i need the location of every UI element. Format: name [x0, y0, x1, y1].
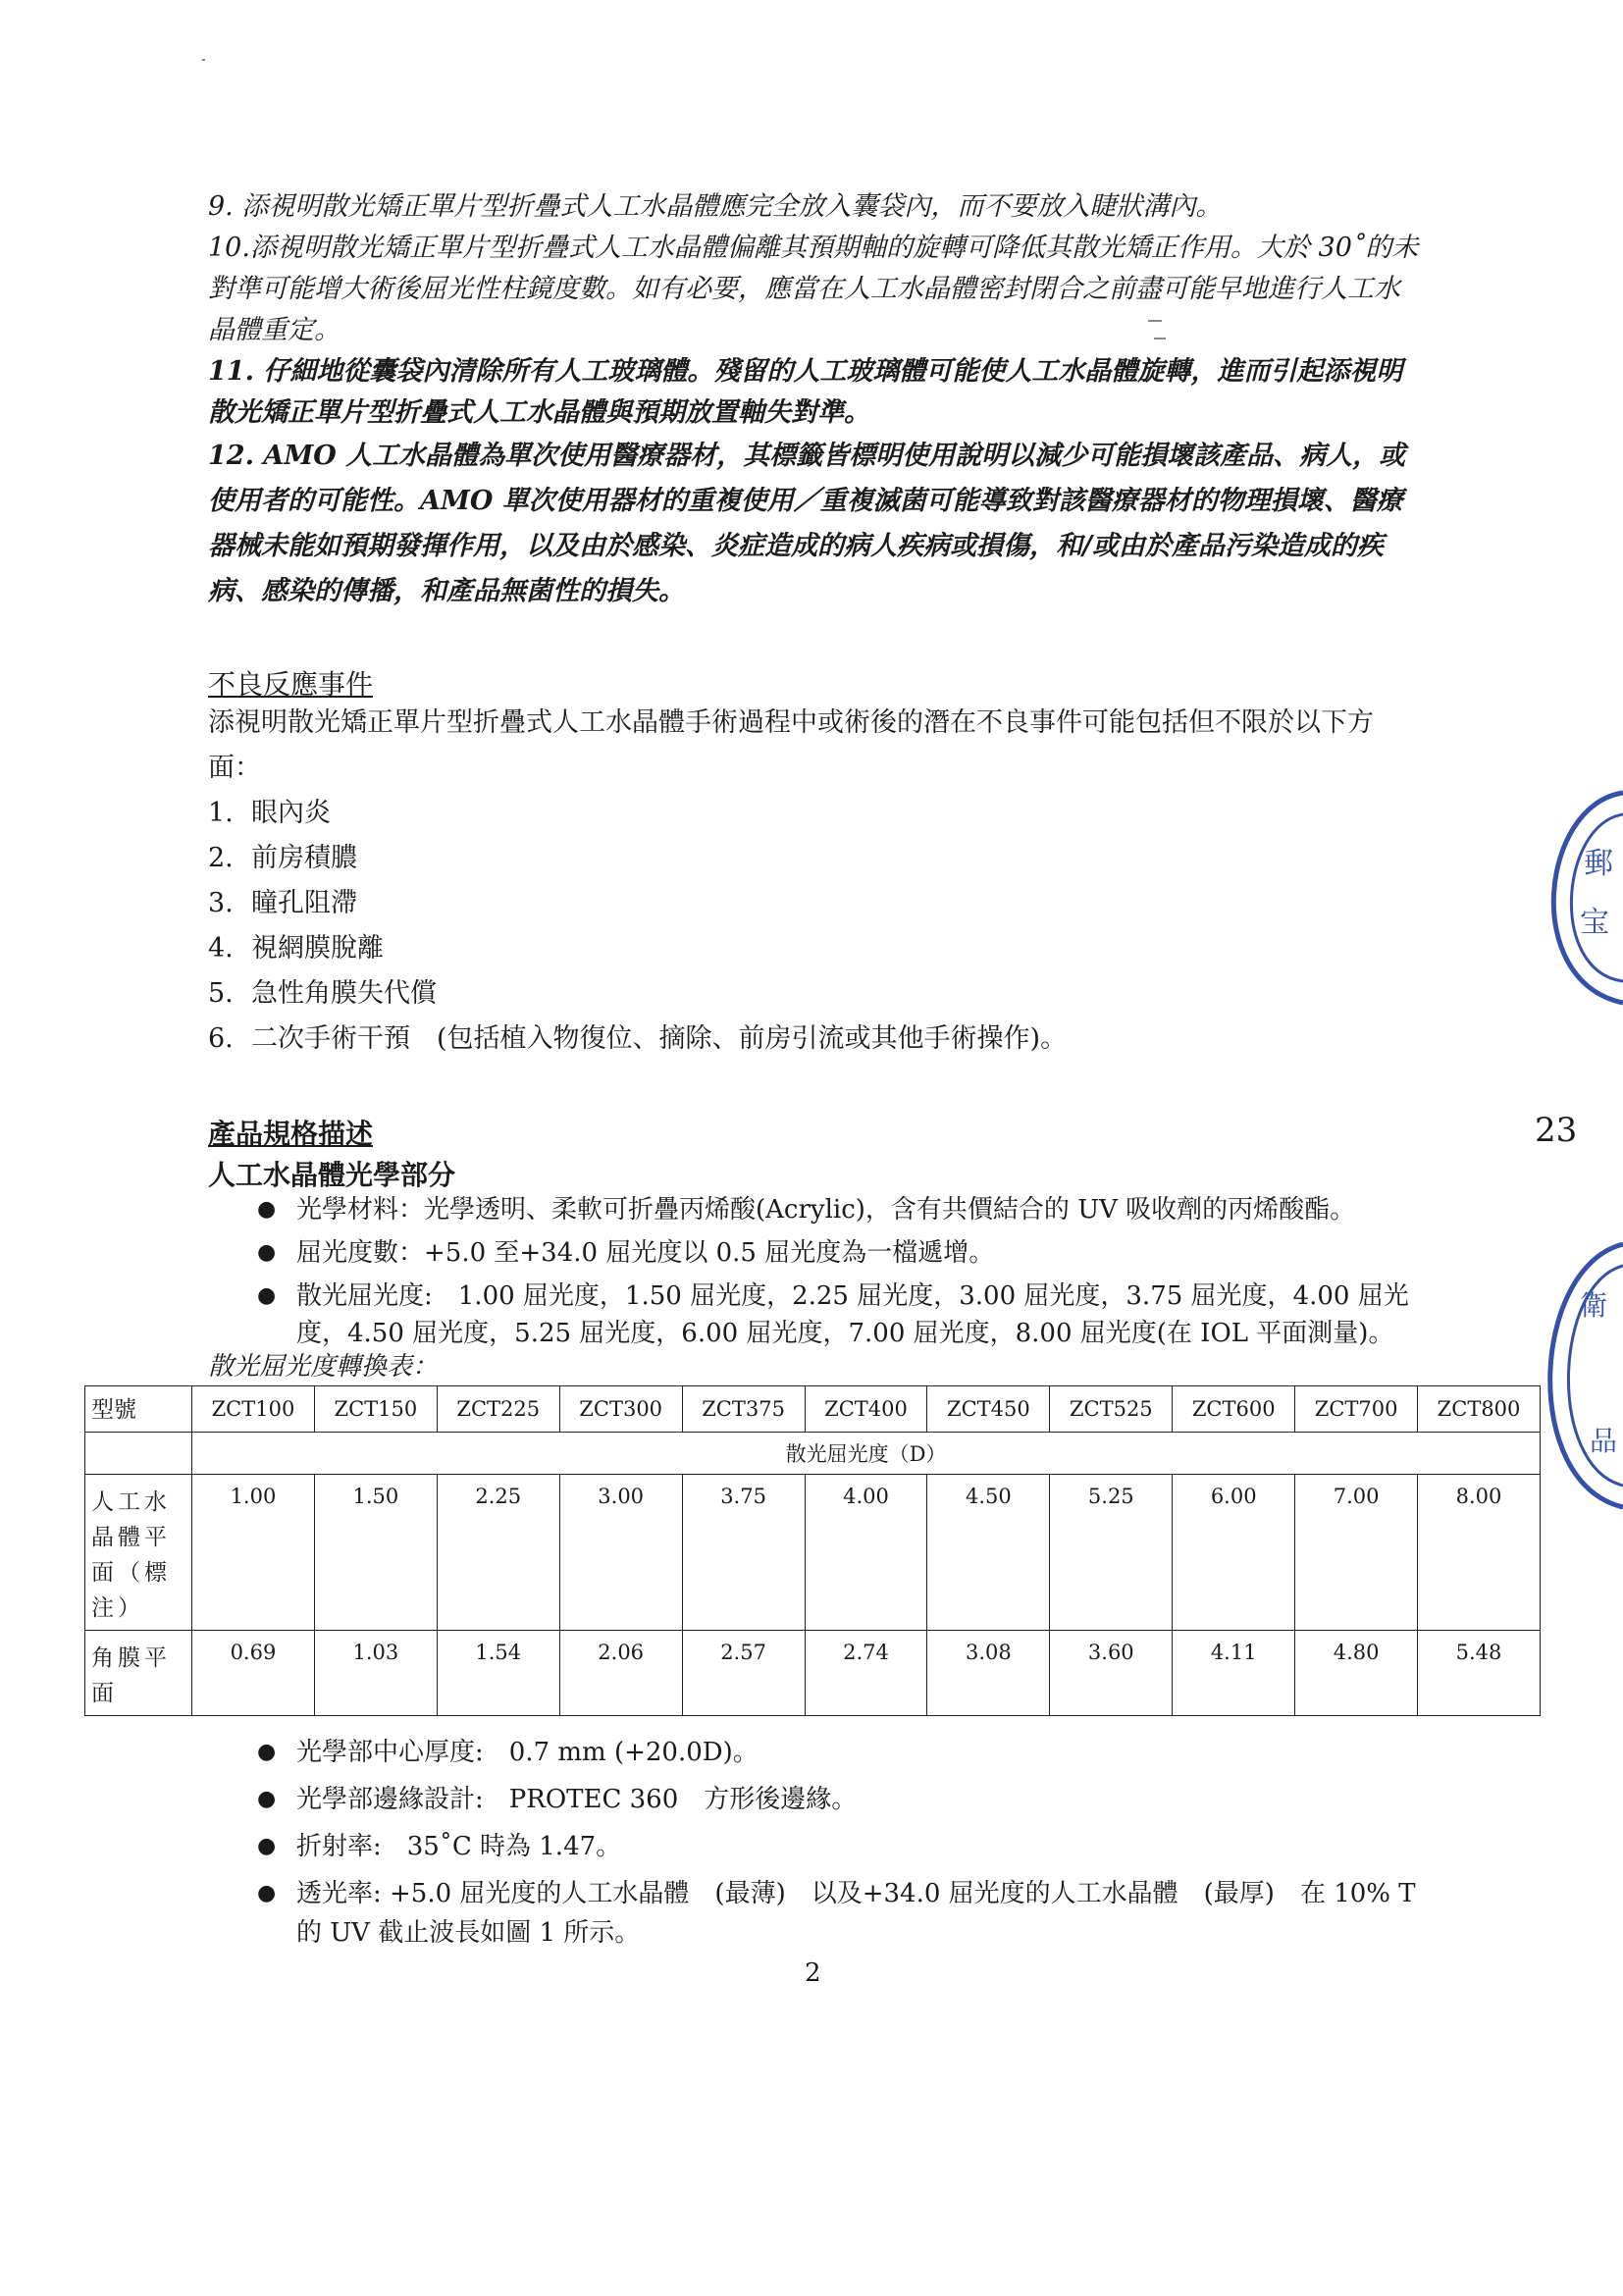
list-item	[257, 1827, 1435, 1866]
table-cell: 1.03	[314, 1631, 437, 1716]
table-cell: 7.00	[1295, 1475, 1418, 1631]
table-row	[85, 1433, 1541, 1475]
svg-text:品: 品	[1590, 1425, 1618, 1457]
adverse-events-intro: 添視明散光矯正單片型折疊式人工水晶體手術過程中或術後的潛在不良事件可能包括但不限於以下方面：	[208, 707, 1374, 783]
list-number: 5.	[208, 978, 234, 1009]
list-text: 眼內炎	[251, 798, 331, 828]
table-row	[85, 1475, 1541, 1631]
list-number: 6.	[208, 1023, 234, 1054]
table-cell: ZCT375	[682, 1386, 805, 1433]
table-cell: 0.69	[192, 1631, 315, 1716]
list-text: 透光率: +5.0 屈光度的人工水晶體 (最薄) 以及+34.0 屈光度的人工水晶體 (最厚) 在 10% T 的 UV 截止波長如圖 1 所示。	[296, 1879, 1416, 1948]
warning-item-10: 10.添視明散光矯正單片型折疊式人工水晶體偏離其預期軸的旋轉可降低其散光矯正作用。大於 30˚的未對準可能增大術後屈光性柱鏡度數。如有必要，應當在人工水晶體密封閉合之前盡可能早地進行人工水晶體重定。	[208, 233, 1419, 345]
warning-item-11: 11. 仔細地從囊袋內清除所有人工玻璃體。殘留的人工玻璃體可能使人工水晶體旋轉，進而引起添視明散光矯正單片型折疊式人工水晶體與預期放置軸失對準。	[208, 356, 1403, 428]
optic-subheading: 人工水晶體光學部分	[208, 1159, 456, 1191]
list-text: 瞳孔阻滯	[251, 888, 357, 918]
table-cell: ZCT100	[192, 1386, 315, 1433]
svg-text:郵: 郵	[1584, 847, 1613, 881]
list-text: 二次手術干預 (包括植入物復位、摘除、前房引流或其他手術操作)。	[251, 1023, 1068, 1054]
table-cell: 3.08	[927, 1631, 1050, 1716]
list-item	[257, 1733, 1435, 1772]
table-cell: 1.00	[192, 1475, 315, 1631]
table-cell: 8.00	[1418, 1475, 1541, 1631]
table-header-row	[85, 1386, 1541, 1433]
list-text: 屈光度數：+5.0 至+34.0 屈光度以 0.5 屈光度為一檔遞增。	[296, 1238, 995, 1268]
svg-text:宝: 宝	[1580, 906, 1609, 940]
list-text: 散光屈光度: 1.00 屈光度，1.50 屈光度，2.25 屈光度，3.00 屈光度，3.75 屈光度，4.00 屈光度，4.50 屈光度，5.25 屈光度，6.00 屈光度，7.00 屈光度，8.00 屈光度(在 IOL 平面測量)。	[296, 1281, 1409, 1348]
bullet-icon: ●	[257, 1740, 277, 1764]
table-cell: ZCT450	[927, 1386, 1050, 1433]
list-text: 光學部邊緣設計: PROTEC 360 方形後邊緣。	[296, 1785, 858, 1814]
table-cell: 1.50	[314, 1475, 437, 1631]
table-cell: 2.25	[437, 1475, 559, 1631]
product-spec-heading: 產品規格描述	[208, 1118, 374, 1150]
page-number: 2	[805, 1958, 821, 1988]
list-item	[257, 1191, 1435, 1228]
bullet-icon: ●	[257, 1787, 277, 1811]
table-cell: 3.75	[682, 1475, 805, 1631]
table-cell: 1.54	[437, 1631, 559, 1716]
table-cell: 4.00	[805, 1475, 927, 1631]
table-cell: 5.25	[1050, 1475, 1173, 1631]
optic-spec-list	[257, 1191, 1435, 1358]
list-text: 急性角膜失代償	[251, 978, 437, 1009]
bullet-icon: ●	[257, 1240, 277, 1265]
unit-label: 散光屈光度（D）	[192, 1433, 1541, 1475]
list-item	[208, 881, 1067, 926]
table-cell: 6.00	[1173, 1475, 1295, 1631]
table-cell: ZCT225	[437, 1386, 559, 1433]
seal-stamp-icon	[1521, 1238, 1623, 1513]
row-label: 人工水晶體平面（標注）	[85, 1475, 192, 1631]
table-cell: ZCT400	[805, 1386, 927, 1433]
bullet-icon: ●	[257, 1881, 277, 1905]
bullet-icon: ●	[257, 1283, 277, 1308]
table-cell: ZCT800	[1418, 1386, 1541, 1433]
list-number: 3.	[208, 888, 234, 918]
list-item	[208, 971, 1067, 1017]
model-label: 型號	[85, 1386, 192, 1433]
warnings-section	[208, 186, 1425, 614]
table-cell: 4.80	[1295, 1631, 1418, 1716]
table-cell: ZCT600	[1173, 1386, 1295, 1433]
table-cell	[85, 1433, 192, 1475]
list-item	[208, 791, 1067, 836]
table-cell: ZCT150	[314, 1386, 437, 1433]
list-number: 2.	[208, 843, 234, 873]
svg-text:衛: 衛	[1580, 1289, 1608, 1322]
list-text: 光學材料：光學透明、柔軟可折疊丙烯酸(Acrylic)，含有共價結合的 UV 吸收劑的丙烯酸酯。	[296, 1195, 1356, 1225]
table-cell: 5.48	[1418, 1631, 1541, 1716]
table-row	[85, 1631, 1541, 1716]
list-text: 視網膜脫離	[251, 933, 384, 964]
list-text: 前房積膿	[251, 843, 357, 873]
table-cell: 3.00	[559, 1475, 682, 1631]
warning-item-12: 12. AMO 人工水晶體為單次使用醫療器材，其標籤皆標明使用說明以減少可能損壞該產品、病人，或使用者的可能性。AMO 單次使用器材的重複使用／重複滅菌可能導致對該醫療器材的物理損壞、醫療器械未能如預期發揮作用，以及由於感染、炎症造成的病人疾病或損傷，和/或由於產品污染造成的疾病、感染的傳播，和產品無菌性的損失。	[208, 441, 1406, 606]
table-cell: 4.50	[927, 1475, 1050, 1631]
table-cell: ZCT700	[1295, 1386, 1418, 1433]
list-item	[257, 1780, 1435, 1819]
list-item	[208, 926, 1067, 971]
list-number: 1.	[208, 798, 234, 828]
list-item	[257, 1234, 1435, 1272]
warning-item-9: 9. 添視明散光矯正單片型折疊式人工水晶體應完全放入囊袋內，而不要放入睫狀溝內。	[208, 191, 1223, 222]
list-item	[257, 1278, 1435, 1352]
table-cell: ZCT300	[559, 1386, 682, 1433]
margin-mark: 23	[1535, 1111, 1578, 1150]
adverse-events-heading: 不良反應事件	[208, 668, 374, 701]
bullet-icon: ●	[257, 1834, 277, 1858]
table-cell: 2.74	[805, 1631, 927, 1716]
table-cell: 2.57	[682, 1631, 805, 1716]
list-item	[208, 1017, 1067, 1062]
seal-stamp-icon	[1501, 785, 1623, 1011]
optic-detail-list	[257, 1733, 1435, 1960]
row-label: 角膜平面	[85, 1631, 192, 1716]
scan-speck	[202, 59, 205, 61]
table-caption: 散光屈光度轉換表：	[208, 1352, 439, 1382]
table-cell: 4.11	[1173, 1631, 1295, 1716]
conversion-table	[84, 1385, 1541, 1716]
adverse-events-list	[208, 791, 1067, 1062]
table-cell: 3.60	[1050, 1631, 1173, 1716]
list-text: 折射率: 35˚C 時為 1.47。	[296, 1832, 622, 1861]
list-item	[208, 836, 1067, 881]
list-item	[257, 1874, 1435, 1953]
list-text: 光學部中心厚度: 0.7 mm (+20.0D)。	[296, 1738, 759, 1767]
table-cell: ZCT525	[1050, 1386, 1173, 1433]
list-number: 4.	[208, 933, 234, 964]
bullet-icon: ●	[257, 1197, 277, 1222]
table-cell: 2.06	[559, 1631, 682, 1716]
